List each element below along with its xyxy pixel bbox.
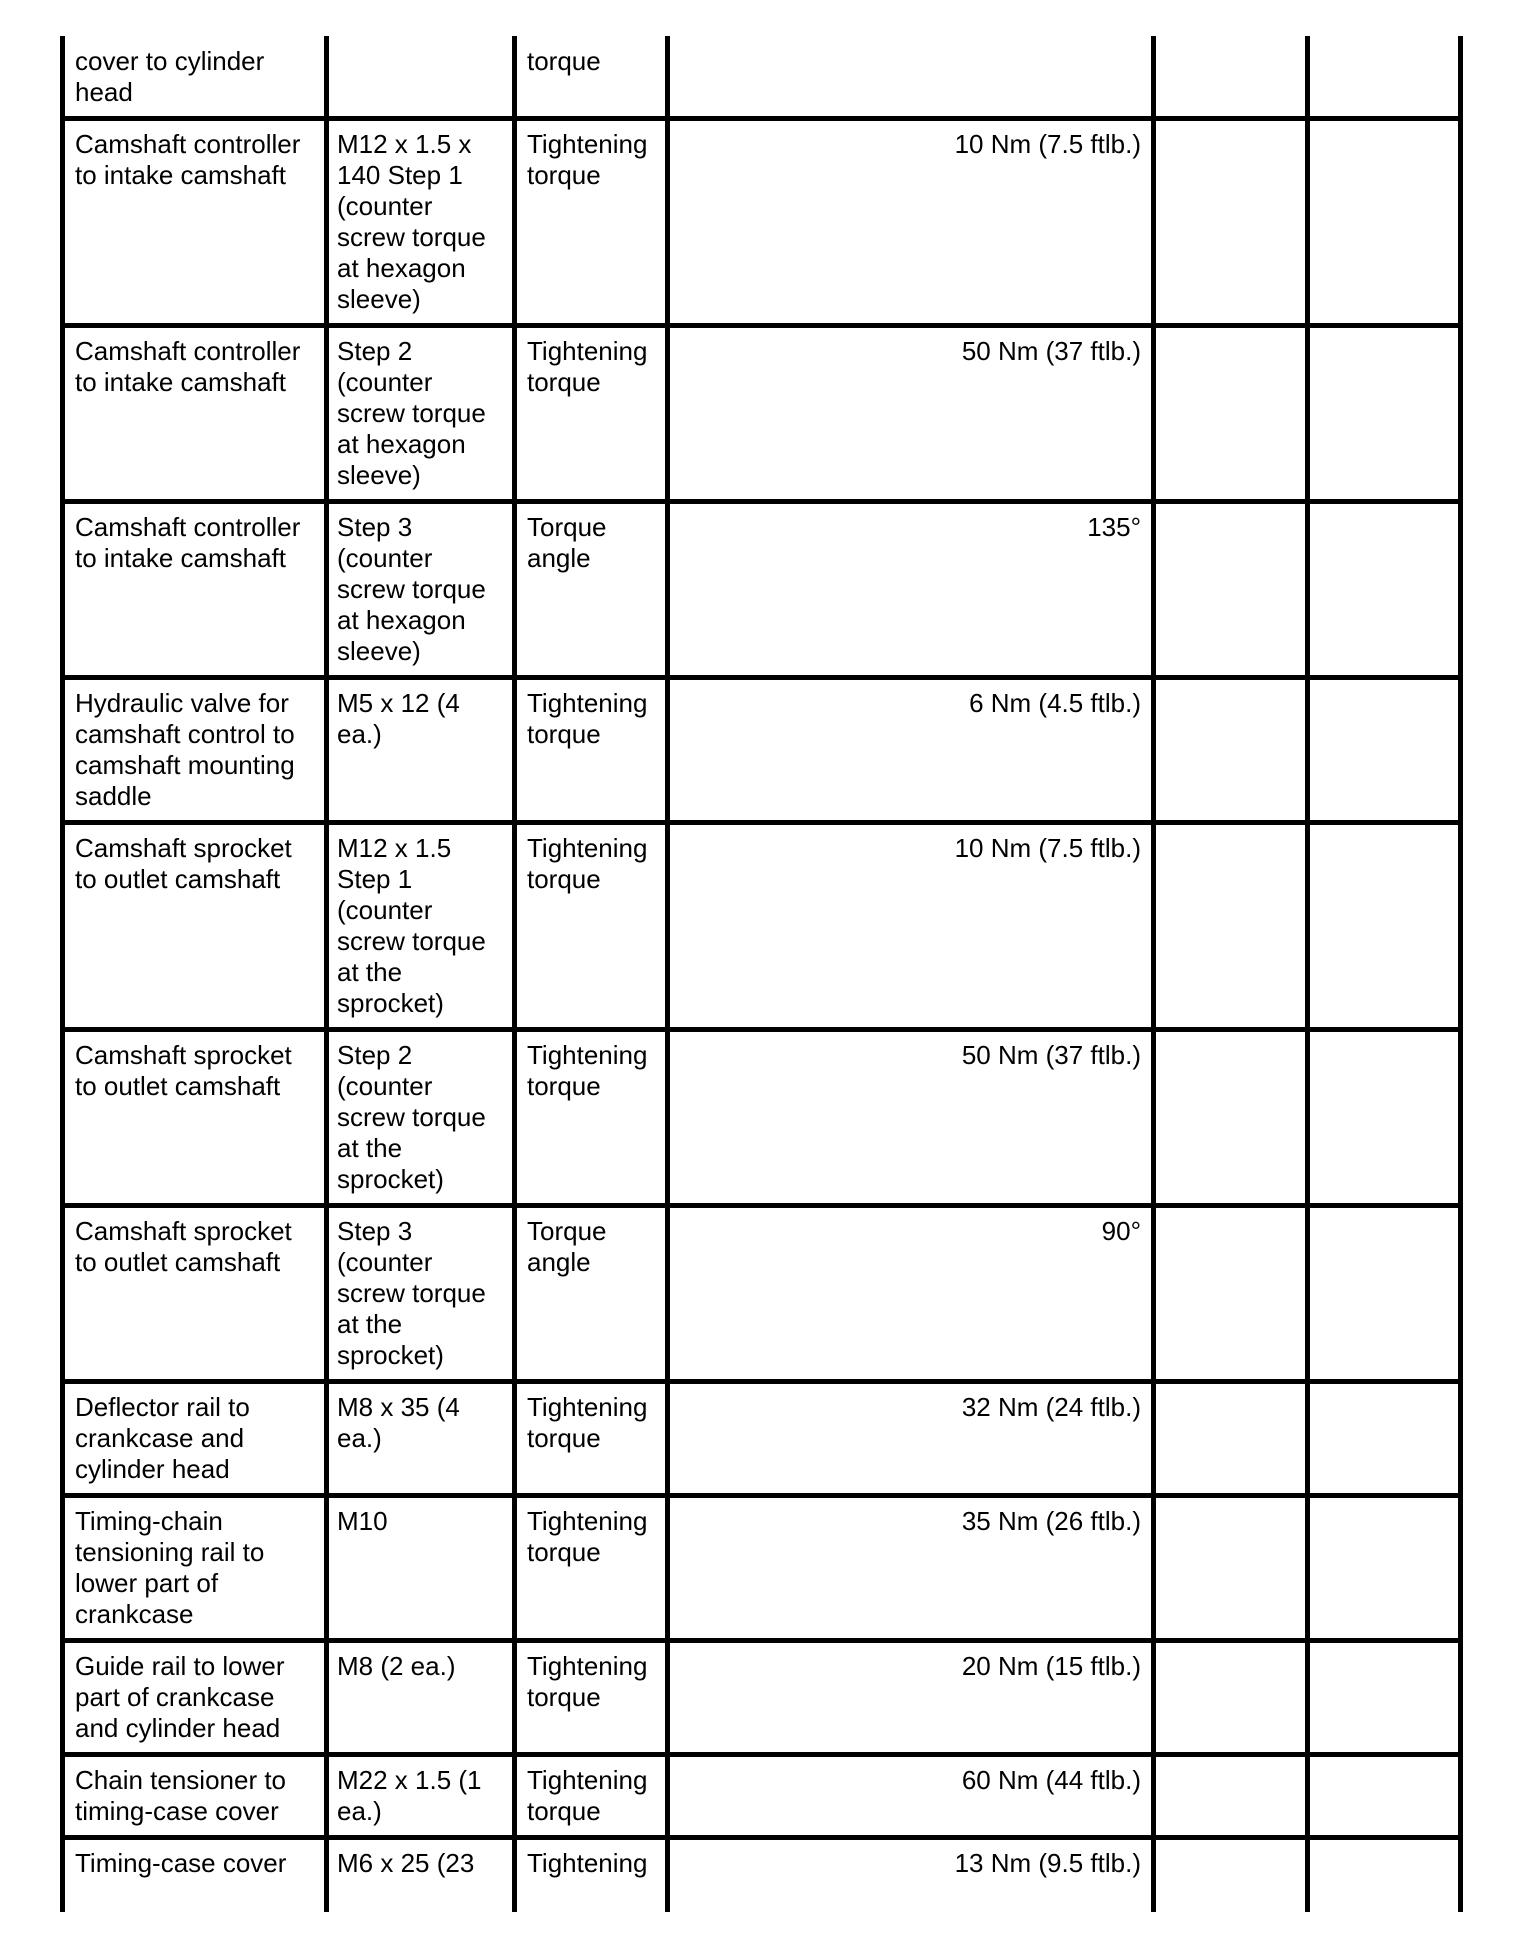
torque-type-cell: Tightening torque <box>515 118 668 325</box>
torque-value-cell: 20 Nm (15 ftlb.) <box>668 1640 1154 1754</box>
component-cell: Camshaft sprocket to outlet camshaft <box>63 1029 327 1205</box>
empty-cell <box>1154 1029 1308 1205</box>
specification-cell: M8 x 35 (4 ea.) <box>327 1381 515 1495</box>
specification-cell: M8 (2 ea.) <box>327 1640 515 1754</box>
torque-type-cell: Tightening torque <box>515 1754 668 1837</box>
table-row <box>63 1640 1461 1754</box>
torque-type-cell: torque <box>515 36 668 118</box>
empty-cell <box>1154 501 1308 677</box>
empty-cell <box>1154 677 1308 822</box>
torque-value-cell: 13 Nm (9.5 ftlb.) <box>668 1837 1154 1912</box>
empty-cell <box>1154 1754 1308 1837</box>
empty-cell <box>1308 1381 1461 1495</box>
component-cell: Camshaft controller to intake camshaft <box>63 118 327 325</box>
torque-value-cell: 6 Nm (4.5 ftlb.) <box>668 677 1154 822</box>
table-row <box>63 501 1461 677</box>
table-row <box>63 822 1461 1029</box>
table-row <box>63 325 1461 501</box>
component-cell: Camshaft controller to intake camshaft <box>63 501 327 677</box>
empty-cell <box>1154 36 1308 118</box>
empty-cell <box>1308 1029 1461 1205</box>
table-row <box>63 1754 1461 1837</box>
torque-type-cell: Tightening torque <box>515 1640 668 1754</box>
empty-cell <box>1308 1754 1461 1837</box>
specification-cell: Step 2 (counter screw torque at the sprocket) <box>327 1029 515 1205</box>
table-row <box>63 118 1461 325</box>
empty-cell <box>1154 1205 1308 1381</box>
specification-cell: M12 x 1.5 x 140 Step 1 (counter screw torque at hexagon sleeve) <box>327 118 515 325</box>
torque-value-cell: 50 Nm (37 ftlb.) <box>668 325 1154 501</box>
torque-type-cell: Tightening torque <box>515 677 668 822</box>
torque-value-cell: 35 Nm (26 ftlb.) <box>668 1495 1154 1640</box>
torque-value-cell <box>668 36 1154 118</box>
empty-cell <box>1308 1837 1461 1912</box>
empty-cell <box>1154 1640 1308 1754</box>
torque-value-cell: 32 Nm (24 ftlb.) <box>668 1381 1154 1495</box>
torque-type-cell: Tightening torque <box>515 325 668 501</box>
torque-type-cell: Tightening torque <box>515 822 668 1029</box>
empty-cell <box>1308 677 1461 822</box>
torque-type-cell: Torque angle <box>515 1205 668 1381</box>
torque-spec-table <box>60 36 1463 1912</box>
component-cell: Camshaft controller to intake camshaft <box>63 325 327 501</box>
empty-cell <box>1308 118 1461 325</box>
torque-value-cell: 135° <box>668 501 1154 677</box>
torque-type-cell: Tightening <box>515 1837 668 1912</box>
table-row <box>63 1381 1461 1495</box>
empty-cell <box>1154 118 1308 325</box>
empty-cell <box>1308 36 1461 118</box>
specification-cell: Step 2 (counter screw torque at hexagon sleeve) <box>327 325 515 501</box>
table-row <box>63 1205 1461 1381</box>
component-cell: Hydraulic valve for camshaft control to camshaft mounting saddle <box>63 677 327 822</box>
empty-cell <box>1308 1205 1461 1381</box>
component-cell: Chain tensioner to timing-case cover <box>63 1754 327 1837</box>
torque-value-cell: 10 Nm (7.5 ftlb.) <box>668 822 1154 1029</box>
specification-cell: Step 3 (counter screw torque at the sprocket) <box>327 1205 515 1381</box>
empty-cell <box>1308 325 1461 501</box>
specification-cell: M10 <box>327 1495 515 1640</box>
component-cell: Timing-case cover <box>63 1837 327 1912</box>
specification-cell: M5 x 12 (4 ea.) <box>327 677 515 822</box>
specification-cell: M6 x 25 (23 <box>327 1837 515 1912</box>
torque-type-cell: Torque angle <box>515 501 668 677</box>
torque-value-cell: 90° <box>668 1205 1154 1381</box>
table-row <box>63 1837 1461 1912</box>
empty-cell <box>1308 501 1461 677</box>
empty-cell <box>1154 822 1308 1029</box>
empty-cell <box>1154 325 1308 501</box>
torque-type-cell: Tightening torque <box>515 1381 668 1495</box>
empty-cell <box>1154 1495 1308 1640</box>
torque-type-cell: Tightening torque <box>515 1029 668 1205</box>
empty-cell <box>1308 1495 1461 1640</box>
torque-value-cell: 10 Nm (7.5 ftlb.) <box>668 118 1154 325</box>
component-cell: cover to cylinder head <box>63 36 327 118</box>
component-cell: Deflector rail to crankcase and cylinder head <box>63 1381 327 1495</box>
table-row <box>63 1495 1461 1640</box>
component-cell: Guide rail to lower part of crankcase and cylinder head <box>63 1640 327 1754</box>
empty-cell <box>1308 822 1461 1029</box>
torque-type-cell: Tightening torque <box>515 1495 668 1640</box>
table-row <box>63 36 1461 118</box>
empty-cell <box>1154 1837 1308 1912</box>
table-row <box>63 677 1461 822</box>
empty-cell <box>1154 1381 1308 1495</box>
specification-cell: M22 x 1.5 (1 ea.) <box>327 1754 515 1837</box>
specification-cell: M12 x 1.5 Step 1 (counter screw torque at the sprocket) <box>327 822 515 1029</box>
empty-cell <box>1308 1640 1461 1754</box>
table-body <box>63 36 1461 1912</box>
torque-value-cell: 50 Nm (37 ftlb.) <box>668 1029 1154 1205</box>
specification-cell <box>327 36 515 118</box>
table-row <box>63 1029 1461 1205</box>
torque-value-cell: 60 Nm (44 ftlb.) <box>668 1754 1154 1837</box>
specification-cell: Step 3 (counter screw torque at hexagon sleeve) <box>327 501 515 677</box>
component-cell: Timing-chain tensioning rail to lower part of crankcase <box>63 1495 327 1640</box>
component-cell: Camshaft sprocket to outlet camshaft <box>63 1205 327 1381</box>
component-cell: Camshaft sprocket to outlet camshaft <box>63 822 327 1029</box>
